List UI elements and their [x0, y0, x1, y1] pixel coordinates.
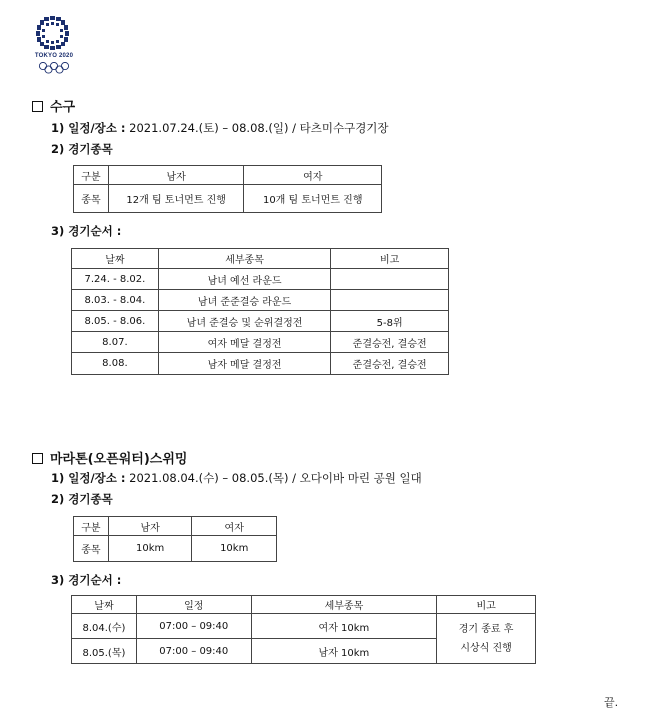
table-cell: 8.05.(목) [72, 639, 137, 664]
events-label-text: 2) 경기종목 [51, 492, 113, 506]
table-row [72, 290, 449, 311]
table-cell: 종목 [74, 185, 109, 213]
table-cell [331, 290, 449, 311]
table-cell: 5-8위 [331, 311, 449, 332]
table-header-row [72, 249, 449, 269]
table-row [72, 332, 449, 353]
section-title-marathon-swimming [32, 448, 187, 467]
table-header-cell: 세부종목 [158, 249, 331, 269]
table-header-cell: 여자 [192, 517, 277, 536]
table-cell: 8.08. [72, 353, 159, 375]
emblem-icon [31, 14, 77, 54]
note-cell [437, 614, 536, 664]
schedule-label: 1) 일정/장소 : [51, 471, 126, 485]
events-label-text: 2) 경기종목 [51, 142, 113, 156]
schedule-line [51, 470, 422, 486]
table-row [72, 311, 449, 332]
table-row [74, 185, 382, 213]
table-cell: 07:00 – 09:40 [136, 639, 251, 664]
table-row [72, 353, 449, 375]
table-cell: 7.24. - 8.02. [72, 269, 159, 290]
table-header-cell: 구분 [74, 517, 109, 536]
section-title-text: 마라톤(오픈워터)스위밍 [50, 452, 188, 467]
events-label [51, 491, 113, 507]
checkbox-square-icon [32, 101, 43, 112]
table-cell: 10개 팀 토너먼트 진행 [244, 185, 382, 213]
table-cell: 남녀 예선 라운드 [158, 269, 331, 290]
order-label-text: 3) 경기순서 : [51, 573, 122, 587]
table-cell: 여자 10km [251, 614, 437, 639]
note-line: 경기 종료 후 [458, 623, 514, 635]
note-line: 시상식 진행 [460, 642, 512, 654]
table-cell: 10km [192, 536, 277, 562]
events-table [73, 516, 277, 562]
table-cell: 남자 메달 결정전 [158, 353, 331, 375]
table-cell: 8.04.(수) [72, 614, 137, 639]
table-header-row [74, 517, 277, 536]
schedule-label: 1) 일정/장소 : [51, 121, 126, 135]
section-title-text: 수구 [50, 100, 76, 115]
table-header-cell: 세부종목 [251, 596, 437, 614]
table-header-cell: 남자 [108, 517, 192, 536]
table-header-cell: 비고 [437, 596, 536, 614]
table-header-row [72, 596, 536, 614]
table-header-cell: 날짜 [72, 249, 159, 269]
section-title-water-polo [32, 96, 75, 115]
schedule-line [51, 120, 389, 136]
table-cell: 8.03. - 8.04. [72, 290, 159, 311]
events-table [73, 165, 382, 213]
schedule-value: 2021.08.04.(수) – 08.05.(목) / 오다이바 마린 공원 일대 [129, 471, 422, 485]
table-cell: 준결승전, 결승전 [331, 332, 449, 353]
olympic-rings-icon [37, 62, 71, 74]
logo-text: TOKYO 2020 [34, 53, 74, 59]
order-label [51, 572, 121, 588]
table-cell: 07:00 – 09:40 [136, 614, 251, 639]
table-cell: 여자 메달 결정전 [158, 332, 331, 353]
order-table [71, 595, 536, 664]
table-cell: 남녀 준결승 및 순위결정전 [158, 311, 331, 332]
table-cell [331, 269, 449, 290]
table-header-row [74, 166, 382, 185]
table-row [72, 614, 536, 639]
events-label [51, 141, 113, 157]
table-row [72, 269, 449, 290]
table-row [74, 536, 277, 562]
table-header-cell: 구분 [74, 166, 109, 185]
table-cell: 남자 10km [251, 639, 437, 664]
table-cell: 12개 팀 토너먼트 진행 [108, 185, 244, 213]
order-label [51, 223, 121, 239]
schedule-value: 2021.07.24.(토) – 08.08.(일) / 타츠미수구경기장 [129, 121, 389, 135]
table-cell: 종목 [74, 536, 109, 562]
table-cell: 남녀 준준결승 라운드 [158, 290, 331, 311]
checkbox-square-icon [32, 453, 43, 464]
table-cell: 8.07. [72, 332, 159, 353]
table-cell: 8.05. - 8.06. [72, 311, 159, 332]
end-mark: 끝. [604, 696, 619, 709]
table-header-cell: 날짜 [72, 596, 137, 614]
table-cell: 10km [108, 536, 192, 562]
table-header-cell: 비고 [331, 249, 449, 269]
table-cell: 준결승전, 결승전 [331, 353, 449, 375]
table-header-cell: 일정 [136, 596, 251, 614]
order-label-text: 3) 경기순서 : [51, 224, 122, 238]
order-table [71, 248, 449, 375]
table-header-cell: 여자 [244, 166, 382, 185]
tokyo-2020-logo [31, 14, 77, 76]
table-header-cell: 남자 [108, 166, 244, 185]
